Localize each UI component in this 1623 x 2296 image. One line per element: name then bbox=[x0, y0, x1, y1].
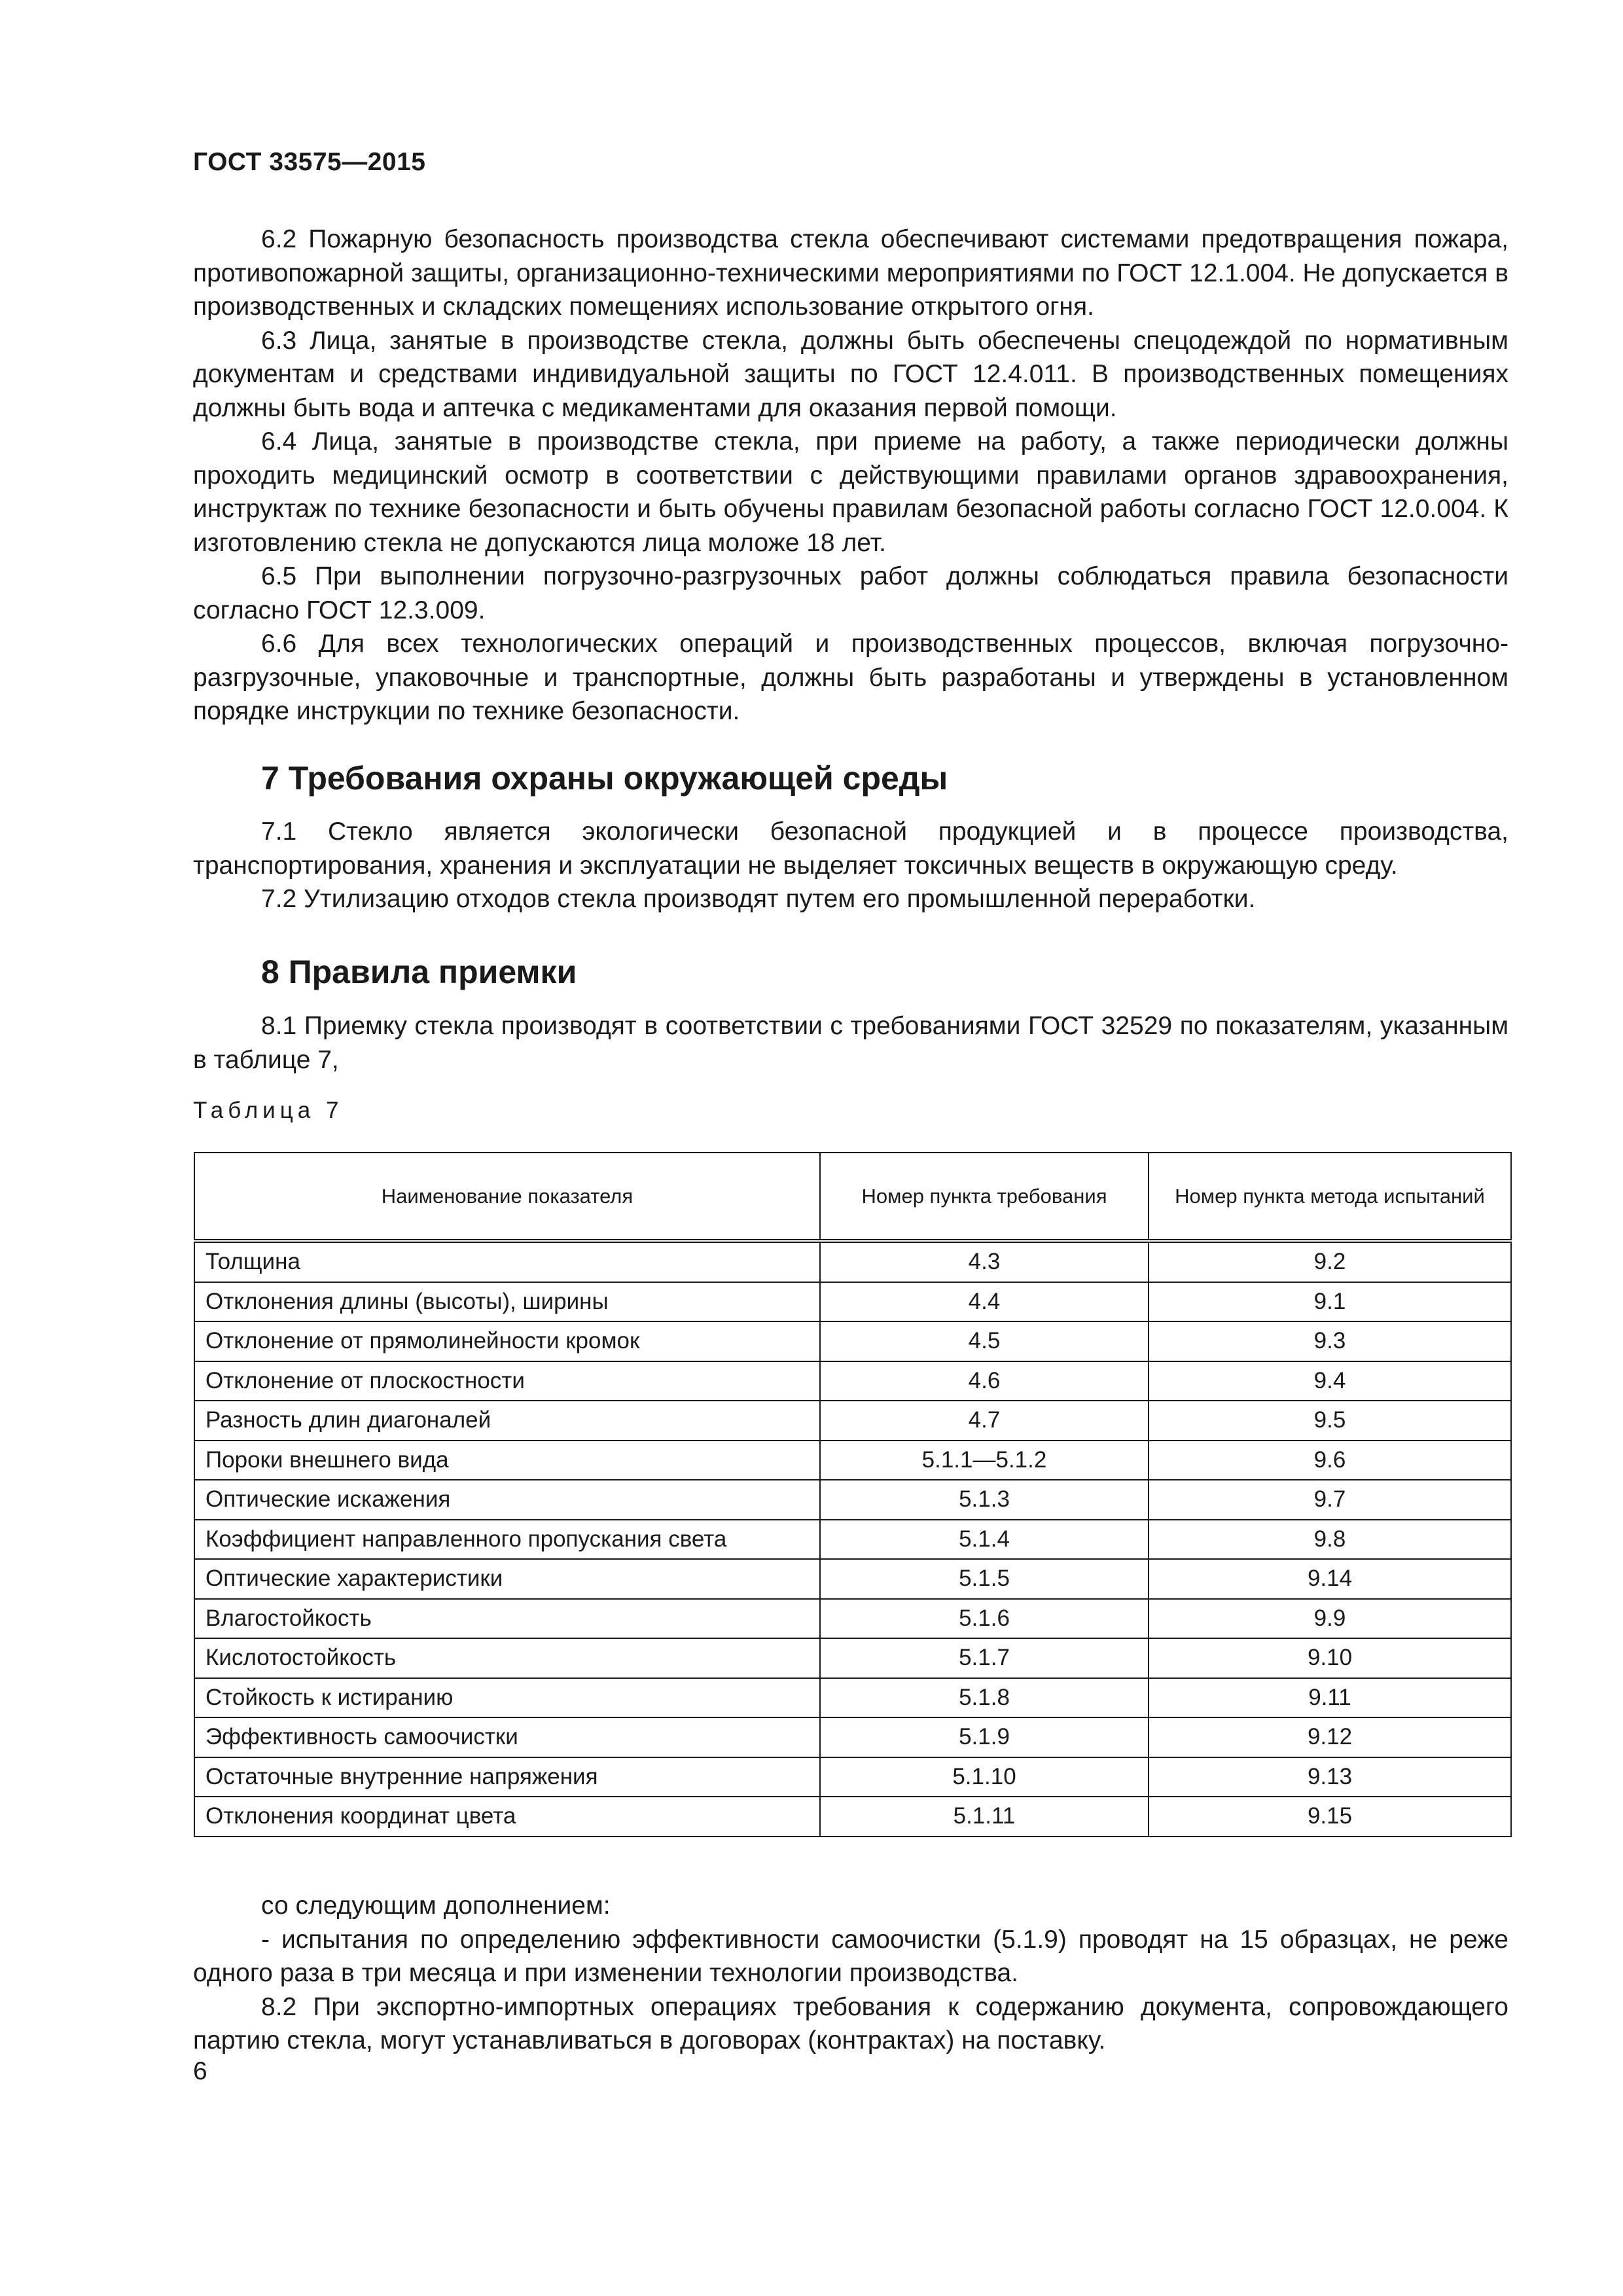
paragraph-7-2: 7.2 Утилизацию отходов стекла производят путем его промышленной переработки. bbox=[261, 885, 1256, 913]
cell-test-method-clause: 9.13 bbox=[1149, 1757, 1511, 1797]
cell-indicator-name: Отклонения длины (высоты), ширины bbox=[194, 1282, 820, 1322]
table-row bbox=[194, 1441, 1511, 1480]
cell-test-method-clause: 9.1 bbox=[1149, 1282, 1511, 1322]
after-table-text bbox=[193, 1889, 1508, 2058]
cell-test-method-clause: 9.2 bbox=[1149, 1241, 1511, 1282]
cell-requirement-clause: 4.7 bbox=[820, 1401, 1149, 1441]
cell-test-method-clause: 9.5 bbox=[1149, 1401, 1511, 1441]
cell-test-method-clause: 9.7 bbox=[1149, 1480, 1511, 1520]
cell-requirement-clause: 5.1.4 bbox=[820, 1520, 1149, 1560]
cell-test-method-clause: 9.3 bbox=[1149, 1321, 1511, 1361]
cell-requirement-clause: 5.1.11 bbox=[820, 1797, 1149, 1837]
cell-indicator-name: Коэффициент направленного пропускания света bbox=[194, 1520, 820, 1560]
cell-test-method-clause: 9.6 bbox=[1149, 1441, 1511, 1480]
cell-indicator-name: Оптические искажения bbox=[194, 1480, 820, 1520]
paragraph-6-4: 6.4 Лица, занятые в производстве стекла, при приеме на работу, а также периодически должны проходить медицинский осмотр в соответствии с действующими правилами органов здравоохранения, инструктаж по технике безопасности и быть обучены правилам безопасной работы согласно ГОСТ 12.0.004. К изготовлению стекла не допускаются лица моложе 18 лет. bbox=[193, 427, 1508, 557]
page-number: 6 bbox=[193, 2057, 207, 2085]
table-caption: Таблица 7 bbox=[193, 1098, 344, 1123]
cell-test-method-clause: 9.4 bbox=[1149, 1361, 1511, 1401]
paragraph-6-2: 6.2 Пожарную безопасность производства стекла обеспечивают системами предотвращения пожара, противопожарной защиты, организационно-техническими мероприятиями по ГОСТ 12.1.004. Не допускается в производственных и складских помещениях использование открытого огня. bbox=[193, 225, 1508, 321]
cell-test-method-clause: 9.9 bbox=[1149, 1599, 1511, 1639]
table-row bbox=[194, 1480, 1511, 1520]
cell-indicator-name: Пороки внешнего вида bbox=[194, 1441, 820, 1480]
table-row bbox=[194, 1599, 1511, 1639]
header-test-method-clause: Номер пункта метода испытаний bbox=[1149, 1153, 1511, 1241]
table-row bbox=[194, 1241, 1511, 1282]
paragraph-addition: со следующим дополнением: bbox=[261, 1892, 611, 1920]
cell-indicator-name: Влагостойкость bbox=[194, 1599, 820, 1639]
cell-requirement-clause: 4.5 bbox=[820, 1321, 1149, 1361]
cell-requirement-clause: 5.1.10 bbox=[820, 1757, 1149, 1797]
table-row bbox=[194, 1361, 1511, 1401]
cell-requirement-clause: 5.1.3 bbox=[820, 1480, 1149, 1520]
cell-test-method-clause: 9.12 bbox=[1149, 1717, 1511, 1757]
section-8-text bbox=[193, 1009, 1508, 1077]
table-row bbox=[194, 1797, 1511, 1837]
cell-requirement-clause: 5.1.6 bbox=[820, 1599, 1149, 1639]
table-row bbox=[194, 1321, 1511, 1361]
cell-indicator-name: Отклонения координат цвета bbox=[194, 1797, 820, 1837]
paragraph-6-3: 6.3 Лица, занятые в производстве стекла, должны быть обеспечены спецодеждой по нормативным документам и средствами индивидуальной защиты по ГОСТ 12.4.011. В производственных помещениях должны быть вода и аптечка с медикаментами для оказания первой помощи. bbox=[193, 326, 1508, 422]
cell-test-method-clause: 9.10 bbox=[1149, 1638, 1511, 1678]
cell-requirement-clause: 5.1.7 bbox=[820, 1638, 1149, 1678]
table-row bbox=[194, 1757, 1511, 1797]
section-7-text bbox=[193, 815, 1508, 916]
table-row bbox=[194, 1282, 1511, 1322]
cell-indicator-name: Отклонение от плоскостности bbox=[194, 1361, 820, 1401]
header-indicator-name: Наименование показателя bbox=[194, 1153, 820, 1241]
cell-indicator-name: Толщина bbox=[194, 1241, 820, 1282]
cell-indicator-name: Стойкость к истиранию bbox=[194, 1678, 820, 1718]
cell-test-method-clause: 9.14 bbox=[1149, 1559, 1511, 1599]
header-requirement-clause: Номер пункта требования bbox=[820, 1153, 1149, 1241]
document-code-header: ГОСТ 33575—2015 bbox=[193, 148, 426, 176]
table-row bbox=[194, 1678, 1511, 1718]
paragraph-6-5: 6.5 При выполнении погрузочно-разгрузочных работ должны соблюдаться правила безопасности согласно ГОСТ 12.3.009. bbox=[193, 562, 1508, 624]
cell-requirement-clause: 4.6 bbox=[820, 1361, 1149, 1401]
section-8-heading: 8 Правила приемки bbox=[261, 954, 577, 990]
cell-test-method-clause: 9.8 bbox=[1149, 1520, 1511, 1560]
table-row bbox=[194, 1520, 1511, 1560]
table-row bbox=[194, 1559, 1511, 1599]
table-header-row bbox=[194, 1153, 1511, 1241]
paragraph-7-1: 7.1 Стекло является экологически безопасной продукцией и в процессе производства, транспортирования, хранения и эксплуатации не выделяет токсичных веществ в окружающую среду. bbox=[193, 817, 1508, 880]
paragraph-addition-item: - испытания по определению эффективности самоочистки (5.1.9) проводят на 15 образцах, не реже одного раза в три месяца и при изменении технологии производства. bbox=[193, 1925, 1508, 1987]
cell-indicator-name: Разность длин диагоналей bbox=[194, 1401, 820, 1441]
cell-indicator-name: Отклонение от прямолинейности кромок bbox=[194, 1321, 820, 1361]
table-body bbox=[194, 1241, 1511, 1837]
cell-requirement-clause: 4.3 bbox=[820, 1241, 1149, 1282]
section-7-heading: 7 Требования охраны окружающей среды bbox=[261, 760, 948, 797]
paragraph-6-6: 6.6 Для всех технологических операций и производственных процессов, включая погрузочно-разгрузочные, упаковочные и транспортные, должны быть разработаны и утверждены в установленном порядке инструкции по технике безопасности. bbox=[193, 630, 1508, 725]
cell-test-method-clause: 9.15 bbox=[1149, 1797, 1511, 1837]
cell-requirement-clause: 5.1.5 bbox=[820, 1559, 1149, 1599]
cell-indicator-name: Оптические характеристики bbox=[194, 1559, 820, 1599]
cell-indicator-name: Кислотостойкость bbox=[194, 1638, 820, 1678]
cell-indicator-name: Эффективность самоочистки bbox=[194, 1717, 820, 1757]
cell-requirement-clause: 4.4 bbox=[820, 1282, 1149, 1322]
section-6-text bbox=[193, 223, 1508, 728]
cell-test-method-clause: 9.11 bbox=[1149, 1678, 1511, 1718]
cell-indicator-name: Остаточные внутренние напряжения bbox=[194, 1757, 820, 1797]
table-row bbox=[194, 1717, 1511, 1757]
cell-requirement-clause: 5.1.1—5.1.2 bbox=[820, 1441, 1149, 1480]
cell-requirement-clause: 5.1.8 bbox=[820, 1678, 1149, 1718]
requirements-table bbox=[194, 1152, 1512, 1837]
cell-requirement-clause: 5.1.9 bbox=[820, 1717, 1149, 1757]
paragraph-8-2: 8.2 При экспортно-импортных операциях требования к содержанию документа, сопровождающего партию стекла, могут устанавливаться в договорах (контрактах) на поставку. bbox=[193, 1992, 1508, 2054]
table-row bbox=[194, 1638, 1511, 1678]
table-row bbox=[194, 1401, 1511, 1441]
paragraph-8-1: 8.1 Приемку стекла производят в соответствии с требованиями ГОСТ 32529 по показателям, указанным в таблице 7, bbox=[193, 1012, 1508, 1074]
